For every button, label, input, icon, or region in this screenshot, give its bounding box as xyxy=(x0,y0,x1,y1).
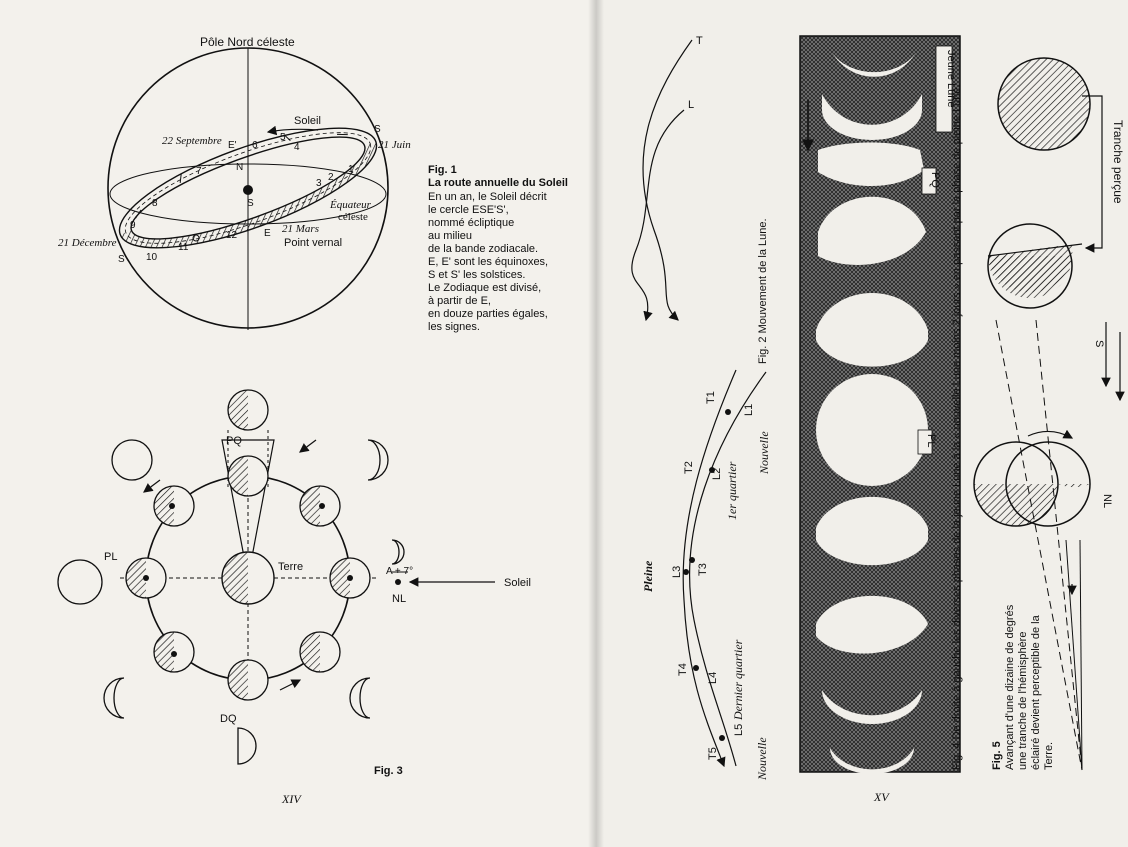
fig1-num-9: 9 xyxy=(130,220,136,231)
fig1-s-label: S xyxy=(374,124,381,135)
fig1-caption-subtitle: La route annuelle du Soleil xyxy=(428,177,568,189)
fig4-caption: Fig. 4 De droite à gauche les diverses phases de la jeune Lune à la « nouvelle Lune moins 2 jours » en passant par la phase de pleine Lune. xyxy=(951,84,963,770)
fig2-moon-motion xyxy=(632,35,771,781)
fig5-tranche-label: Tranche perçue xyxy=(1111,120,1125,204)
fig2-premier-label: 1er quartier xyxy=(725,461,739,520)
fig1-num-7: 7 xyxy=(196,166,202,177)
fig1-vernal-label: Point vernal xyxy=(284,237,343,249)
fig2-nouvelle1-label: Nouvelle xyxy=(757,431,771,474)
fig2-t3-label: T3 xyxy=(697,563,709,576)
fig3-nl-label: NL xyxy=(392,593,407,605)
fig1-e-label: E xyxy=(264,228,271,239)
fig1-num-5: 5 xyxy=(280,132,286,143)
fig1-caption-title: Fig. 1 xyxy=(428,164,457,176)
fig1-september-label: 22 Septembre xyxy=(162,135,222,147)
fig1-num-1: 1 xyxy=(348,164,354,175)
fig2-t4-label: T4 xyxy=(677,663,689,676)
fig1-num-11: 11 xyxy=(178,242,189,253)
fig3-caption: Fig. 3 xyxy=(374,765,403,777)
fig1-num-6: 6 xyxy=(252,140,258,151)
fig3-soleil-label: Soleil xyxy=(504,577,531,589)
fig2-l2-label: L2 xyxy=(711,467,723,480)
fig3-moon-phases xyxy=(58,390,531,777)
fig2-t2-label: T2 xyxy=(683,461,695,474)
book-gutter xyxy=(588,0,604,847)
fig3-pq-label: PQ xyxy=(226,435,242,447)
fig2-l4-label: L4 xyxy=(707,671,719,684)
fig4-pl-label: PL xyxy=(925,434,937,448)
fig3-terre-label: Terre xyxy=(278,561,304,573)
fig2-t1-label: T1 xyxy=(705,391,717,404)
fig2-pleine-label: Pleine xyxy=(641,560,655,592)
fig1-june-label: 21 Juin xyxy=(378,139,411,151)
fig1-n-label: N xyxy=(236,162,244,173)
fig1-soleil-label: Soleil xyxy=(294,115,321,127)
fig2-t-label: T xyxy=(696,35,703,47)
fig1-num-4: 4 xyxy=(294,142,300,153)
fig3-dq-label: DQ xyxy=(220,713,237,725)
fig1-num-10: 10 xyxy=(146,252,158,263)
fig2-t5-label: T5 xyxy=(707,747,719,760)
fig2-l1-label: L1 xyxy=(743,403,755,416)
fig5-nl-label: NL xyxy=(1101,494,1113,509)
fig4-pq-label: PQ xyxy=(929,172,941,188)
fig1-eprime-label: E' xyxy=(228,140,237,151)
fig1-s2-label: S xyxy=(247,198,254,209)
fig1-celeste-label: céleste xyxy=(338,211,368,223)
fig1-num-2: 2 xyxy=(328,172,334,183)
fig3-a-label: A + 7° xyxy=(386,566,414,577)
fig5-s-label: S xyxy=(1093,340,1105,348)
fig4-phase-strip xyxy=(800,36,963,774)
fig1-celestial-sphere xyxy=(58,35,411,330)
fig2-dernier-label: Dernier quartier xyxy=(731,639,745,720)
left-page-number: XIV xyxy=(282,792,301,806)
fig1-march-label: 21 Mars xyxy=(282,223,319,235)
fig5-caption-title: Fig. 5 xyxy=(991,741,1003,770)
fig2-l5-label: L5 xyxy=(733,723,745,736)
fig1-sprime-label: S' xyxy=(118,254,127,265)
fig5-caption-body: Avançant d'une dizaine de degrés une tranche de l'hémisphère éclairé devient perceptible de la Terre. xyxy=(1004,604,1055,770)
fig1-caption-body: En un an, le Soleil décrit le cercle ESE'S', nommé écliptique au milieu de la bande zodiacale. E, E' sont les équinoxes, S et S' les solstices. Le Zodiaque est divisé, à partir de E, en douze parties égales, les signes. xyxy=(428,191,549,333)
fig1-num-12: 12 xyxy=(226,230,238,241)
fig1-num-8: 8 xyxy=(152,198,158,209)
fig1-num-3: 3 xyxy=(316,178,322,189)
fig1-equator-label: Équateur xyxy=(330,199,371,211)
right-page-number: XV xyxy=(874,790,889,804)
fig4-jeune-label: Jeune Lune xyxy=(945,50,957,108)
fig1-pole-label: Pôle Nord céleste xyxy=(200,35,295,49)
fig2-nouvelle2-label: Nouvelle xyxy=(755,737,769,780)
fig2-l3-label: L3 xyxy=(671,565,683,578)
fig3-pl-label: PL xyxy=(104,551,118,563)
fig2-l-label: L xyxy=(688,99,695,111)
fig1-caption xyxy=(428,164,588,334)
right-page xyxy=(596,0,1128,847)
fig2-caption: Fig. 2 Mouvement de la Lune. xyxy=(757,218,769,364)
fig1-december-label: 21 Décembre xyxy=(58,237,117,249)
